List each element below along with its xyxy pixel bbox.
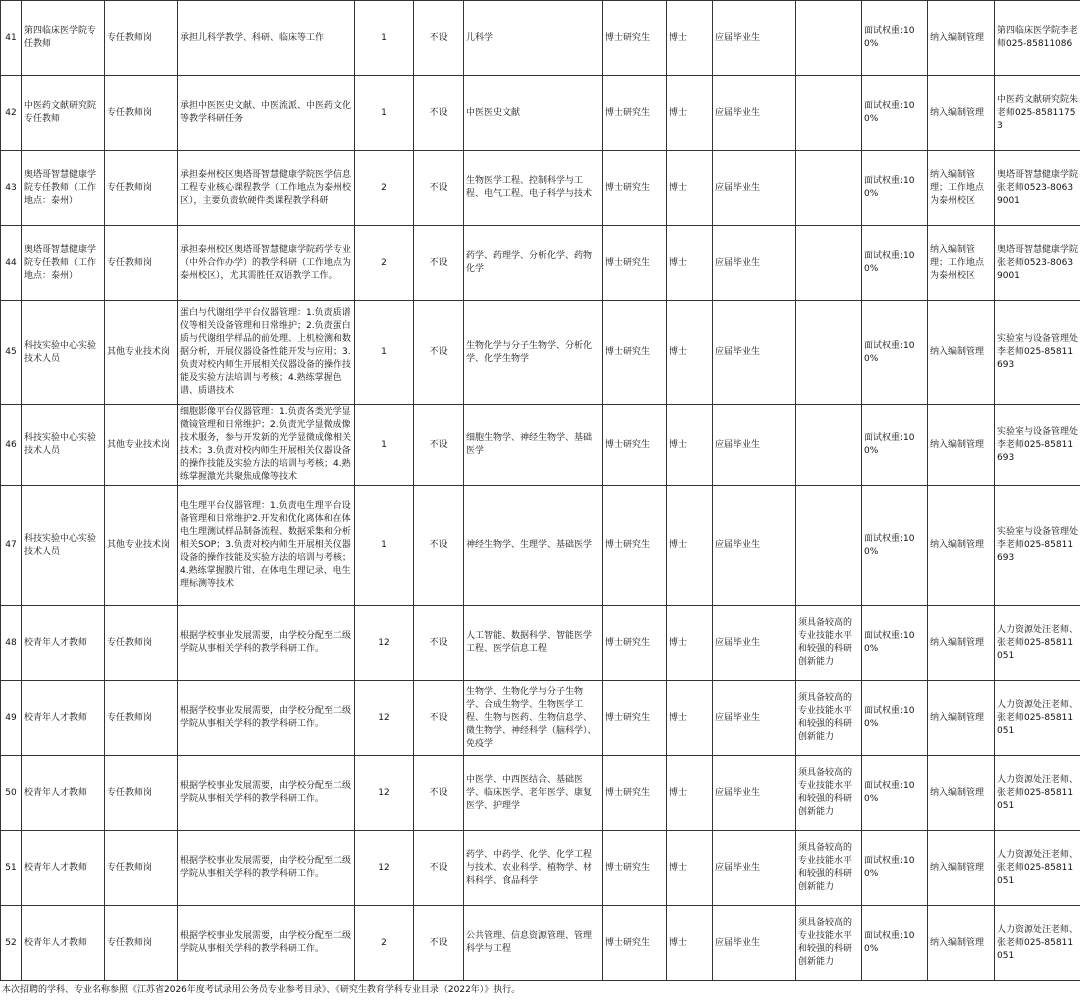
exam-method: 面试权重:100% bbox=[862, 301, 928, 405]
age-limit: 不设 bbox=[414, 831, 464, 906]
remark: 纳入编制管理 bbox=[928, 906, 995, 981]
table-row bbox=[1, 756, 1080, 831]
hire-count: 1 bbox=[355, 1, 414, 76]
job-duty: 细胞影像平台仪器管理：1.负责各类光学显微镜管理和日常维护；2.负责光学显微成像技术服务，参与开发新的光学显微成像相关技术；3.负责对校内师生开展相关仪器设备的操作技能及实验方法的培训与考核；4.熟练掌握激光共聚焦成像等技术 bbox=[178, 405, 355, 486]
table-row bbox=[1, 1, 1080, 76]
education: 博士研究生 bbox=[603, 756, 667, 831]
row-number: 49 bbox=[1, 681, 22, 756]
degree: 博士 bbox=[667, 301, 713, 405]
hire-count: 12 bbox=[355, 831, 414, 906]
major-requirement: 细胞生物学、神经生物学、基础医学 bbox=[464, 405, 603, 486]
major-requirement: 药学、药理学、分析化学、药物化学 bbox=[464, 226, 603, 301]
contact-info: 人力资源处汪老师、张老师025-85811051 bbox=[995, 906, 1080, 981]
exam-method: 面试权重:100% bbox=[862, 831, 928, 906]
remark: 纳入编制管理 bbox=[928, 831, 995, 906]
other-requirement bbox=[796, 486, 862, 606]
exam-method: 面试权重:100% bbox=[862, 226, 928, 301]
row-number: 46 bbox=[1, 405, 22, 486]
unit-name: 校青年人才教师 bbox=[22, 606, 105, 681]
contact-info: 奥塔哥智慧健康学院张老师0523-80639001 bbox=[995, 151, 1080, 226]
major-requirement: 生物学、生物化学与分子生物学、合成生物学、生物医学工程、生物与医药、生物信息学、微生物学、神经科学（脑科学）、免疫学 bbox=[464, 681, 603, 756]
education: 博士研究生 bbox=[603, 226, 667, 301]
unit-name: 第四临床医学院专任教师 bbox=[22, 1, 105, 76]
remark: 纳入编制管理 bbox=[928, 1, 995, 76]
education: 博士研究生 bbox=[603, 681, 667, 756]
hire-count: 12 bbox=[355, 756, 414, 831]
other-requirement: 须具备较高的专业技能水平和较强的科研创新能力 bbox=[796, 906, 862, 981]
table-row bbox=[1, 906, 1080, 981]
exam-method: 面试权重:100% bbox=[862, 1, 928, 76]
row-number: 52 bbox=[1, 906, 22, 981]
contact-info: 奥塔哥智慧健康学院张老师0523-80639001 bbox=[995, 226, 1080, 301]
exam-method: 面试权重:100% bbox=[862, 486, 928, 606]
row-number: 44 bbox=[1, 226, 22, 301]
education: 博士研究生 bbox=[603, 831, 667, 906]
contact-info: 人力资源处汪老师、张老师025-85811051 bbox=[995, 831, 1080, 906]
applicant-type: 应届毕业生 bbox=[713, 681, 796, 756]
post-type: 专任教师岗 bbox=[105, 151, 178, 226]
hire-count: 12 bbox=[355, 606, 414, 681]
age-limit: 不设 bbox=[414, 76, 464, 151]
exam-method: 面试权重:100% bbox=[862, 405, 928, 486]
unit-name: 奥塔哥智慧健康学院专任教师（工作地点：泰州） bbox=[22, 151, 105, 226]
post-type: 专任教师岗 bbox=[105, 1, 178, 76]
applicant-type: 应届毕业生 bbox=[713, 301, 796, 405]
other-requirement: 须具备较高的专业技能水平和较强的科研创新能力 bbox=[796, 756, 862, 831]
education: 博士研究生 bbox=[603, 606, 667, 681]
post-type: 其他专业技术岗 bbox=[105, 405, 178, 486]
remark: 纳入编制管理 bbox=[928, 301, 995, 405]
degree: 博士 bbox=[667, 681, 713, 756]
footnote: 本次招聘的学科、专业名称参照《江苏省2026年度考试录用公务员专业参考目录》、《研究生教育学科专业目录（2022年）》执行。 bbox=[2, 985, 521, 995]
education: 博士研究生 bbox=[603, 301, 667, 405]
degree: 博士 bbox=[667, 226, 713, 301]
other-requirement: 须具备较高的专业技能水平和较强的科研创新能力 bbox=[796, 831, 862, 906]
unit-name: 中医药文献研究院专任教师 bbox=[22, 76, 105, 151]
applicant-type: 应届毕业生 bbox=[713, 606, 796, 681]
age-limit: 不设 bbox=[414, 606, 464, 681]
post-type: 专任教师岗 bbox=[105, 906, 178, 981]
contact-info: 实验室与设备管理处李老师025-85811693 bbox=[995, 405, 1080, 486]
post-type: 专任教师岗 bbox=[105, 226, 178, 301]
job-duty: 承担中医医史文献、中医流派、中医药文化等教学科研任务 bbox=[178, 76, 355, 151]
table-row bbox=[1, 151, 1080, 226]
exam-method: 面试权重:100% bbox=[862, 906, 928, 981]
contact-info: 实验室与设备管理处李老师025-85811693 bbox=[995, 301, 1080, 405]
unit-name: 校青年人才教师 bbox=[22, 831, 105, 906]
applicant-type: 应届毕业生 bbox=[713, 831, 796, 906]
degree: 博士 bbox=[667, 151, 713, 226]
other-requirement bbox=[796, 76, 862, 151]
row-number: 45 bbox=[1, 301, 22, 405]
post-type: 专任教师岗 bbox=[105, 831, 178, 906]
age-limit: 不设 bbox=[414, 301, 464, 405]
hire-count: 2 bbox=[355, 906, 414, 981]
hire-count: 1 bbox=[355, 486, 414, 606]
major-requirement: 神经生物学、生理学、基础医学 bbox=[464, 486, 603, 606]
remark: 纳入编制管理 bbox=[928, 606, 995, 681]
degree: 博士 bbox=[667, 1, 713, 76]
contact-info: 第四临床医学院李老师025-85811086 bbox=[995, 1, 1080, 76]
remark: 纳入编制管理；工作地点为泰州校区 bbox=[928, 151, 995, 226]
table-row bbox=[1, 76, 1080, 151]
contact-info: 人力资源处汪老师、张老师025-85811051 bbox=[995, 681, 1080, 756]
applicant-type: 应届毕业生 bbox=[713, 486, 796, 606]
remark: 纳入编制管理 bbox=[928, 405, 995, 486]
other-requirement bbox=[796, 226, 862, 301]
job-duty: 根据学校事业发展需要，由学校分配至二级学院从事相关学科的教学科研工作。 bbox=[178, 906, 355, 981]
exam-method: 面试权重:100% bbox=[862, 756, 928, 831]
degree: 博士 bbox=[667, 756, 713, 831]
unit-name: 校青年人才教师 bbox=[22, 756, 105, 831]
table-body bbox=[1, 1, 1080, 981]
job-duty: 根据学校事业发展需要，由学校分配至二级学院从事相关学科的教学科研工作。 bbox=[178, 756, 355, 831]
unit-name: 科技实验中心实验技术人员 bbox=[22, 405, 105, 486]
unit-name: 奥塔哥智慧健康学院专任教师（工作地点：泰州） bbox=[22, 226, 105, 301]
table-row bbox=[1, 606, 1080, 681]
table-row bbox=[1, 226, 1080, 301]
other-requirement: 须具备较高的专业技能水平和较强的科研创新能力 bbox=[796, 606, 862, 681]
table-row bbox=[1, 831, 1080, 906]
post-type: 专任教师岗 bbox=[105, 756, 178, 831]
contact-info: 人力资源处汪老师、张老师025-85811051 bbox=[995, 756, 1080, 831]
table-row bbox=[1, 486, 1080, 606]
unit-name: 校青年人才教师 bbox=[22, 681, 105, 756]
table-row bbox=[1, 301, 1080, 405]
major-requirement: 药学、中药学、化学、化学工程与技术、农业科学、植物学、材料科学、食品科学 bbox=[464, 831, 603, 906]
other-requirement bbox=[796, 1, 862, 76]
other-requirement bbox=[796, 151, 862, 226]
exam-method: 面试权重:100% bbox=[862, 76, 928, 151]
exam-method: 面试权重:100% bbox=[862, 681, 928, 756]
education: 博士研究生 bbox=[603, 405, 667, 486]
row-number: 51 bbox=[1, 831, 22, 906]
contact-info: 中医药文献研究院朱老师025-85811753 bbox=[995, 76, 1080, 151]
row-number: 41 bbox=[1, 1, 22, 76]
row-number: 47 bbox=[1, 486, 22, 606]
other-requirement bbox=[796, 301, 862, 405]
education: 博士研究生 bbox=[603, 1, 667, 76]
hire-count: 1 bbox=[355, 405, 414, 486]
remark: 纳入编制管理 bbox=[928, 681, 995, 756]
job-duty: 承担泰州校区奥塔哥智慧健康学院药学专业（中外合作办学）的教学科研（工作地点为泰州校区），尤其需胜任双语教学工作。 bbox=[178, 226, 355, 301]
remark: 纳入编制管理；工作地点为泰州校区 bbox=[928, 226, 995, 301]
post-type: 其他专业技术岗 bbox=[105, 301, 178, 405]
applicant-type: 应届毕业生 bbox=[713, 906, 796, 981]
table-row bbox=[1, 681, 1080, 756]
degree: 博士 bbox=[667, 405, 713, 486]
age-limit: 不设 bbox=[414, 226, 464, 301]
education: 博士研究生 bbox=[603, 151, 667, 226]
education: 博士研究生 bbox=[603, 486, 667, 606]
age-limit: 不设 bbox=[414, 681, 464, 756]
job-duty: 根据学校事业发展需要，由学校分配至二级学院从事相关学科的教学科研工作。 bbox=[178, 681, 355, 756]
age-limit: 不设 bbox=[414, 486, 464, 606]
degree: 博士 bbox=[667, 76, 713, 151]
row-number: 50 bbox=[1, 756, 22, 831]
post-type: 其他专业技术岗 bbox=[105, 486, 178, 606]
contact-info: 人力资源处汪老师、张老师025-85811051 bbox=[995, 606, 1080, 681]
applicant-type: 应届毕业生 bbox=[713, 1, 796, 76]
post-type: 专任教师岗 bbox=[105, 681, 178, 756]
applicant-type: 应届毕业生 bbox=[713, 151, 796, 226]
exam-method: 面试权重:100% bbox=[862, 151, 928, 226]
applicant-type: 应届毕业生 bbox=[713, 756, 796, 831]
age-limit: 不设 bbox=[414, 405, 464, 486]
row-number: 42 bbox=[1, 76, 22, 151]
major-requirement: 中医医史文献 bbox=[464, 76, 603, 151]
major-requirement: 儿科学 bbox=[464, 1, 603, 76]
exam-method: 面试权重:100% bbox=[862, 606, 928, 681]
hire-count: 2 bbox=[355, 151, 414, 226]
job-duty: 电生理平台仪器管理：1.负责电生理平台设备管理和日常维护2.开发和优化离体和在体电生理测试样品制备流程、数据采集和分析相关SOP；3.负责对校内师生开展相关仪器设备的操作技能及实验方法的培训与考核；4.熟练掌握膜片钳、在体电生理记录、电生理标测等技术 bbox=[178, 486, 355, 606]
unit-name: 科技实验中心实验技术人员 bbox=[22, 301, 105, 405]
applicant-type: 应届毕业生 bbox=[713, 405, 796, 486]
job-duty: 承担儿科学教学、科研、临床等工作 bbox=[178, 1, 355, 76]
major-requirement: 人工智能、数据科学、智能医学工程、医学信息工程 bbox=[464, 606, 603, 681]
major-requirement: 生物医学工程、控制科学与工程、电气工程、电子科学与技术 bbox=[464, 151, 603, 226]
hire-count: 1 bbox=[355, 301, 414, 405]
major-requirement: 中医学、中西医结合、基础医学、临床医学、老年医学、康复医学、护理学 bbox=[464, 756, 603, 831]
row-number: 43 bbox=[1, 151, 22, 226]
remark: 纳入编制管理 bbox=[928, 756, 995, 831]
age-limit: 不设 bbox=[414, 1, 464, 76]
hire-count: 12 bbox=[355, 681, 414, 756]
job-duty: 蛋白与代谢组学平台仪器管理：1.负责质谱仪等相关设备管理和日常维护；2.负责蛋白质与代谢组学样品的前处理、上机检测和数据分析，开展仪器设备性能开发与应用；3.负责对校内师生开展相关仪器设备的操作技能及实验方法培训与考核；4.熟练掌握色谱、质谱技术 bbox=[178, 301, 355, 405]
age-limit: 不设 bbox=[414, 151, 464, 226]
major-requirement: 生物化学与分子生物学、分析化学、化学生物学 bbox=[464, 301, 603, 405]
table-row bbox=[1, 405, 1080, 486]
applicant-type: 应届毕业生 bbox=[713, 76, 796, 151]
post-type: 专任教师岗 bbox=[105, 606, 178, 681]
job-duty: 根据学校事业发展需要，由学校分配至二级学院从事相关学科的教学科研工作。 bbox=[178, 831, 355, 906]
education: 博士研究生 bbox=[603, 76, 667, 151]
hire-count: 2 bbox=[355, 226, 414, 301]
age-limit: 不设 bbox=[414, 906, 464, 981]
unit-name: 科技实验中心实验技术人员 bbox=[22, 486, 105, 606]
row-number: 48 bbox=[1, 606, 22, 681]
hire-count: 1 bbox=[355, 76, 414, 151]
age-limit: 不设 bbox=[414, 756, 464, 831]
other-requirement: 须具备较高的专业技能水平和较强的科研创新能力 bbox=[796, 681, 862, 756]
degree: 博士 bbox=[667, 606, 713, 681]
remark: 纳入编制管理 bbox=[928, 486, 995, 606]
unit-name: 校青年人才教师 bbox=[22, 906, 105, 981]
degree: 博士 bbox=[667, 906, 713, 981]
education: 博士研究生 bbox=[603, 906, 667, 981]
major-requirement: 公共管理、信息资源管理、管理科学与工程 bbox=[464, 906, 603, 981]
remark: 纳入编制管理 bbox=[928, 76, 995, 151]
contact-info: 实验室与设备管理处李老师025-85811693 bbox=[995, 486, 1080, 606]
job-duty: 根据学校事业发展需要，由学校分配至二级学院从事相关学科的教学科研工作。 bbox=[178, 606, 355, 681]
post-type: 专任教师岗 bbox=[105, 76, 178, 151]
applicant-type: 应届毕业生 bbox=[713, 226, 796, 301]
job-duty: 承担泰州校区奥塔哥智慧健康学院医学信息工程专业核心课程教学（工作地点为泰州校区），主要负责软硬件类课程教学科研 bbox=[178, 151, 355, 226]
degree: 博士 bbox=[667, 831, 713, 906]
degree: 博士 bbox=[667, 486, 713, 606]
other-requirement bbox=[796, 405, 862, 486]
